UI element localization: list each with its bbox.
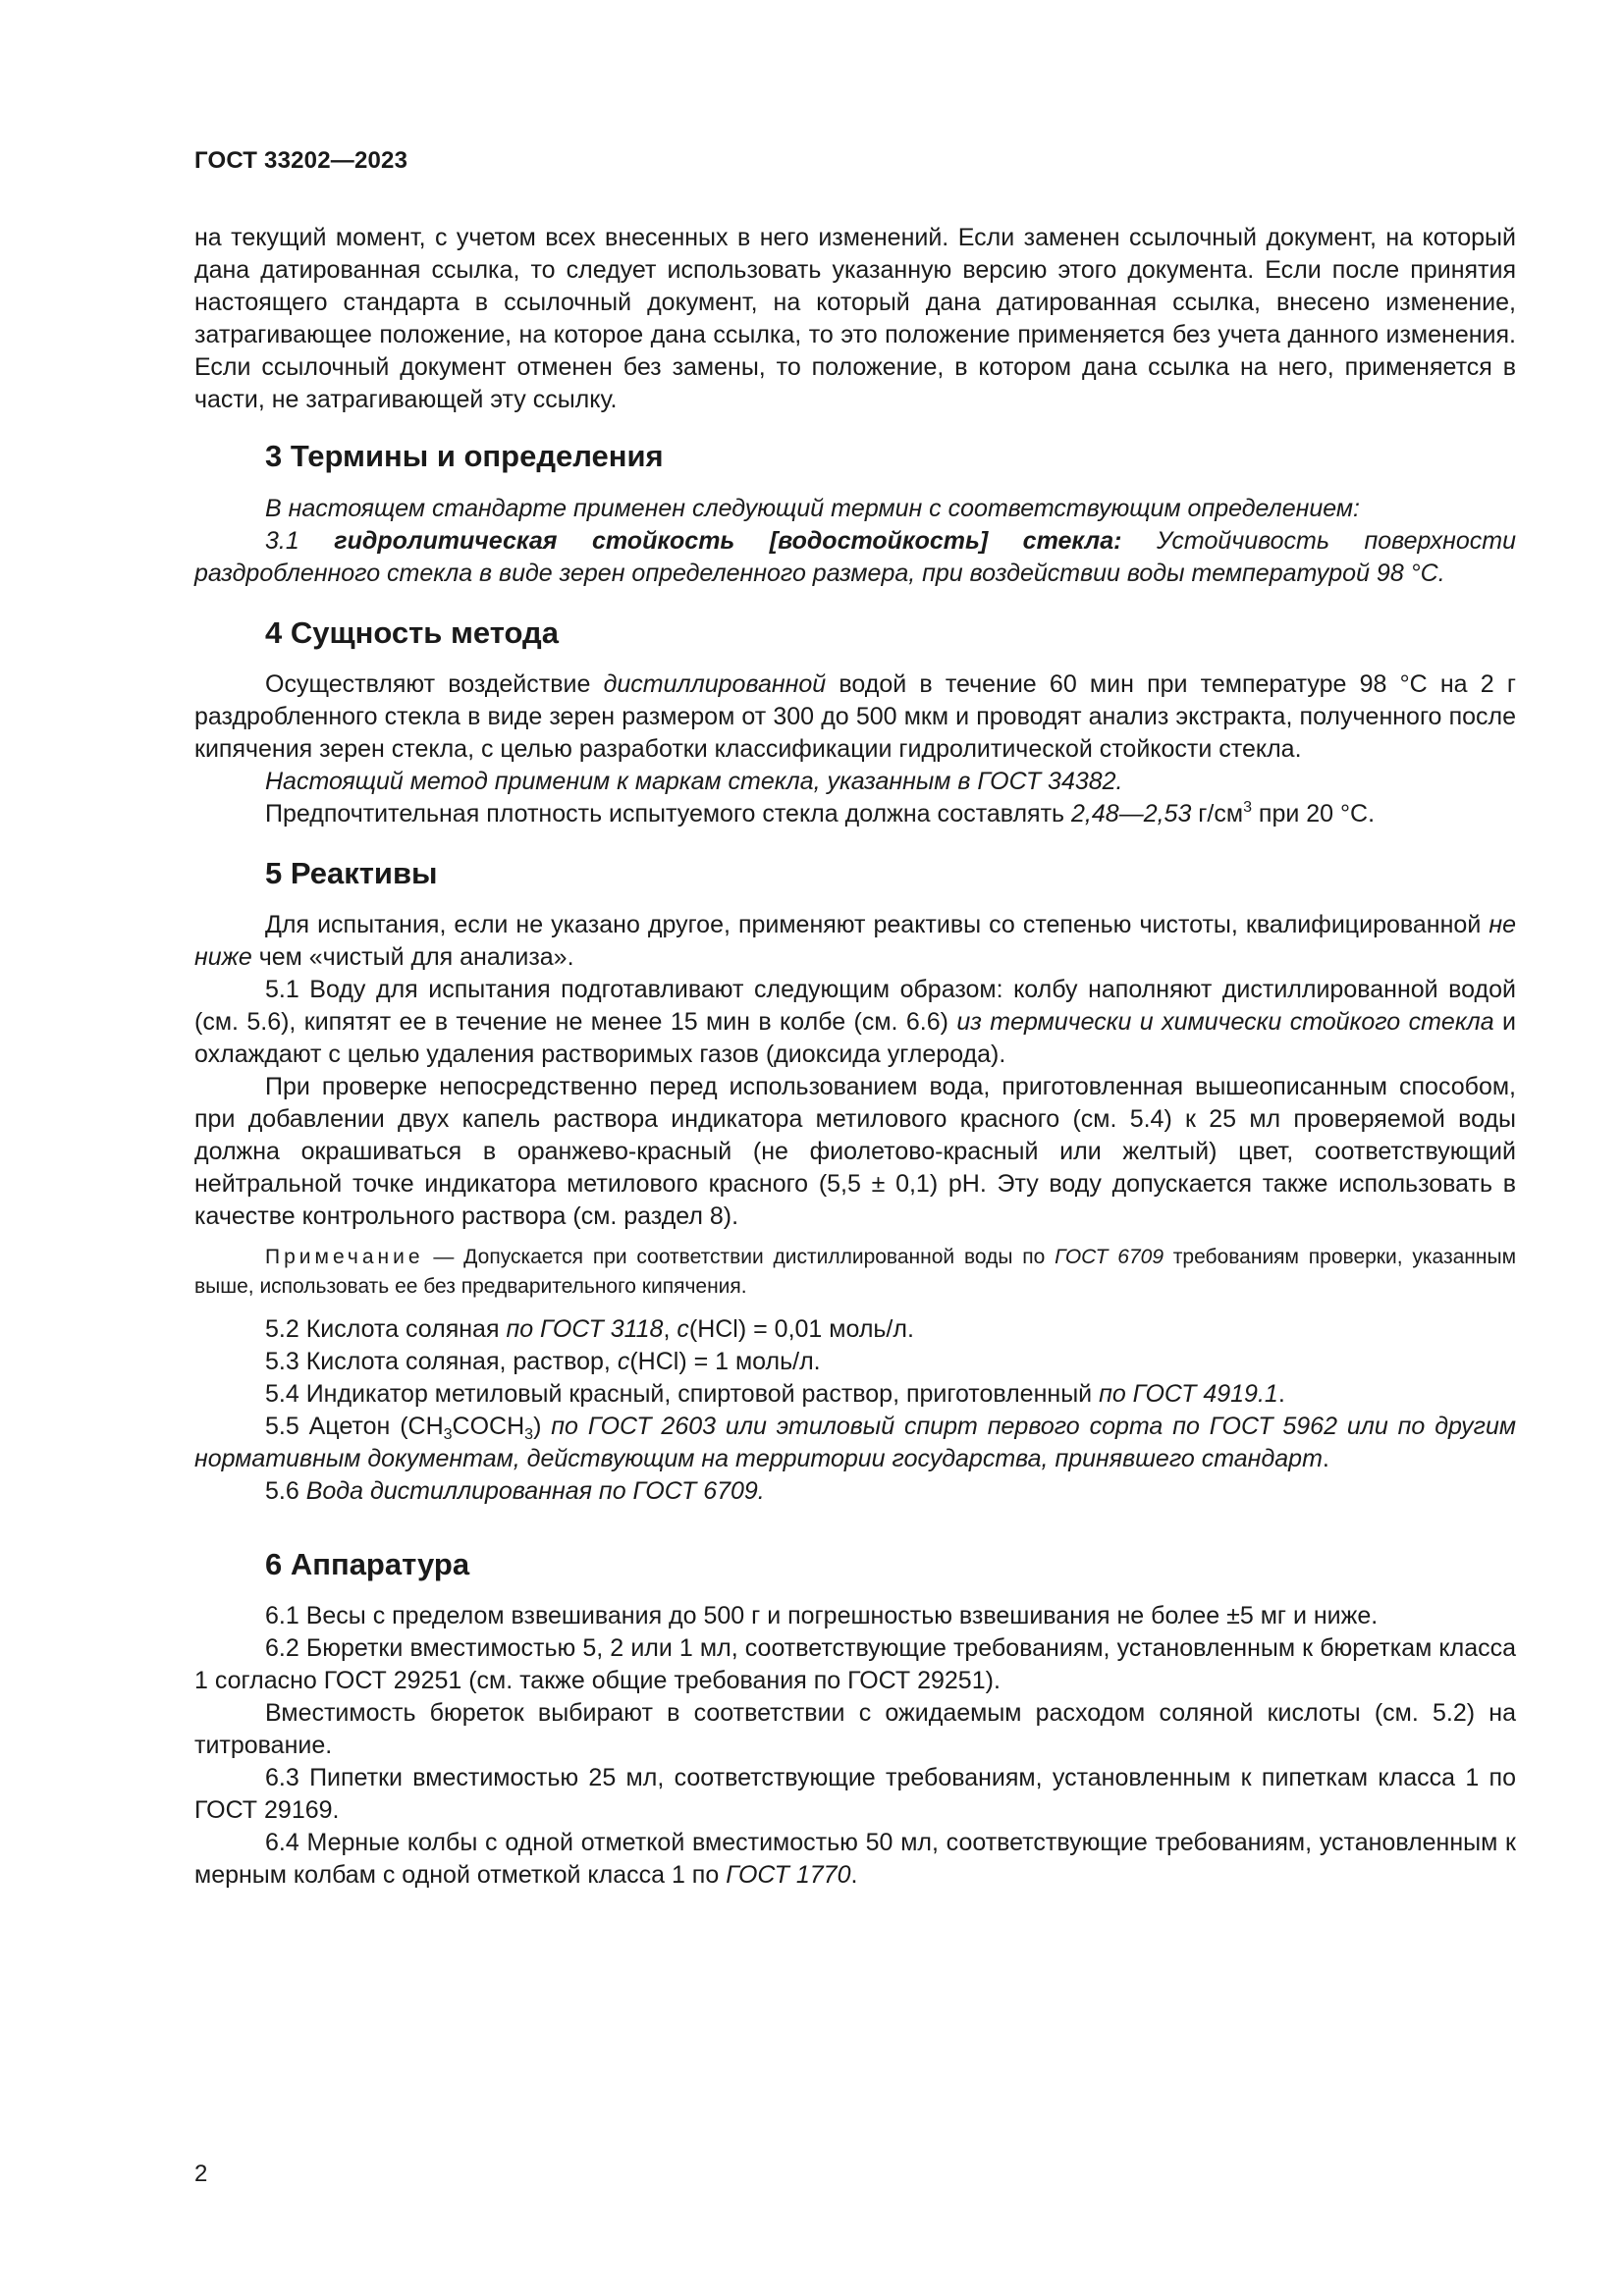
- text-span: 5.5 Ацетон (CH: [265, 1413, 444, 1440]
- emphasis-span: из термически и химически стойкого стекла: [956, 1008, 1494, 1036]
- emphasis-span: дистиллированной: [603, 670, 827, 698]
- text-span: .: [1322, 1445, 1329, 1472]
- text-span: ,: [663, 1315, 677, 1343]
- clause-6-3: 6.3 Пипетки вместимостью 25 мл, соответствующие требованиям, установленным к пипеткам класса 1 по ГОСТ 29169.: [194, 1764, 1516, 1824]
- section-4-para-3: [194, 798, 1516, 830]
- text-span: Предпочтительная плотность испытуемого стекла должна составлять: [265, 800, 1072, 828]
- clause-5-2: [194, 1313, 1516, 1346]
- text-span: — Допускается при соответствии дистиллированной воды по: [423, 1246, 1056, 1268]
- emphasis-span: ГОСТ 6709: [1055, 1246, 1164, 1268]
- text-span: .: [850, 1861, 858, 1889]
- text-span: требованиям проверки, указанным выше, использовать ее без предварительного кипячения.: [194, 1246, 1517, 1298]
- text-span: г/см: [1191, 800, 1244, 828]
- term-definition-text: Устойчивость поверхности раздробленного стекла в виде зерен определенного размера, при воздействии воды температурой 98 °С.: [194, 527, 1517, 587]
- emphasis-span: ГОСТ 1770: [726, 1861, 851, 1889]
- text-span: ): [533, 1413, 552, 1440]
- text-span: 5.3 Кислота соляная, раствор,: [265, 1348, 618, 1375]
- subscript: 3: [443, 1426, 453, 1443]
- document-body: [194, 222, 1516, 1892]
- emphasis-span: с: [677, 1315, 689, 1343]
- note-label: Примечание: [265, 1246, 424, 1268]
- clause-5-1-check: При проверке непосредственно перед использованием вода, приготовленная вышеописанным способом, при добавлении двух капель раствора индикатора метилового красного (см. 5.4) к 25 мл проверяемой воды должна окрашиваться в оранжево-красный (не фиолетово-красный или желтый) цвет, соответствующий нейтральной точке индикатора метилового красного (5,5 ± 0,1) рН. Эту воду допускается также использовать в качестве контрольного раствора (см. раздел 8).: [194, 1073, 1516, 1230]
- text-span: Осуществляют воздействие: [265, 670, 604, 698]
- clause-5-4: [194, 1378, 1516, 1411]
- section-5-heading: 5 Реактивы: [265, 856, 438, 890]
- emphasis-span: не ниже: [194, 911, 1516, 971]
- clause-6-4: [194, 1827, 1516, 1892]
- text-span: чем «чистый для анализа».: [251, 943, 574, 971]
- document-header: ГОСТ 33202—2023: [194, 147, 408, 174]
- emphasis-span: по ГОСТ 3118: [506, 1315, 664, 1343]
- clause-6-2-note: Вместимость бюреток выбирают в соответствии с ожидаемым расходом соляной кислоты (см. 5.2) на титрование.: [194, 1699, 1516, 1759]
- text-span: при 20 °С.: [1251, 800, 1376, 828]
- clause-5-5: [194, 1411, 1516, 1475]
- term-definition: [194, 525, 1516, 590]
- text-span: (HCl) = 0,01 моль/л.: [688, 1315, 914, 1343]
- text-span: Для испытания, если не указано другое, применяют реактивы со степенью чистоты, квалифицированной: [265, 911, 1489, 938]
- clause-5-3: [194, 1346, 1516, 1378]
- section-3-intro: [194, 493, 1516, 525]
- text-span: 5.6: [265, 1477, 306, 1505]
- section-4-heading: 4 Сущность метода: [265, 615, 559, 650]
- term-name: гидролитическая стойкость [водостойкость] стекла:: [334, 527, 1122, 555]
- clause-5-6: [194, 1475, 1516, 1508]
- clause-5-1: [194, 974, 1516, 1071]
- emphasis-span: с: [617, 1348, 630, 1375]
- emphasis-span: 2,48—2,53: [1071, 800, 1192, 828]
- text-span: (HCl) = 1 моль/л.: [629, 1348, 821, 1375]
- text-span: водой в течение 60 мин при температуре 98 °С на 2 г раздробленного стекла в виде зерен размером от 300 до 500 мкм и проводят анализ экстракта, полученного после кипячения зерен стекла, с целью разработки классификации гидролитической стойкости стекла.: [194, 670, 1516, 763]
- page-number: 2: [194, 2161, 208, 2187]
- clause-6-1: 6.1 Весы с пределом взвешивания до 500 г и погрешностью взвешивания не более ±5 мг и ниже.: [265, 1602, 1379, 1629]
- section-4-para-1: [194, 668, 1516, 766]
- text-span: 5.2 Кислота соляная: [265, 1315, 507, 1343]
- section-3-intro-text: В настоящем стандарте применен следующий термин с соответствующим определением:: [265, 495, 1360, 522]
- text-span: и охлаждают с целью удаления растворимых газов (диоксида углерода).: [194, 1008, 1516, 1068]
- text-span: 5.1 Воду для испытания подготавливают следующим образом: колбу наполняют дистиллированной водой (см. 5.6), кипятят ее в течение не менее 15 мин в колбе (см. 6.6): [194, 976, 1516, 1036]
- text-span: 5.4 Индикатор метиловый красный, спиртовой раствор, приготовленный: [265, 1380, 1100, 1408]
- text-span: 6.4 Мерные колбы с одной отметкой вместимостью 50 мл, соответствующие требованиям, установленным к мерным колбам с одной отметкой класса 1 по: [194, 1829, 1516, 1889]
- section-4-para-2: [194, 766, 1516, 798]
- emphasis-span: по ГОСТ 2603 или этиловый спирт первого сорта по ГОСТ 5962 или по другим нормативным документам, действующим на территории государства, принявшего стандарт: [194, 1413, 1516, 1472]
- subscript: 3: [524, 1426, 534, 1443]
- section-6-heading: 6 Аппаратура: [265, 1547, 470, 1581]
- text-span: COCH: [452, 1413, 525, 1440]
- section-5-intro: [194, 909, 1516, 974]
- section-3-heading: 3 Термины и определения: [265, 439, 664, 473]
- emphasis-span: по ГОСТ 4919.1: [1099, 1380, 1278, 1408]
- clause-6-2: 6.2 Бюретки вместимостью 5, 2 или 1 мл, соответствующие требованиям, установленным к бюреткам класса 1 согласно ГОСТ 29251 (см. также общие требования по ГОСТ 29251).: [194, 1634, 1516, 1694]
- emphasis-span: Настоящий метод применим к маркам стекла, указанным в ГОСТ 34382.: [265, 768, 1123, 795]
- intro-paragraph: на текущий момент, с учетом всех внесенных в него изменений. Если заменен ссылочный документ, на который дана датированная ссылка, то следует использовать указанную версию этого документа. Если после принятия настоящего стандарта в ссылочный документ, на который дана датированная ссылка, внесено изменение, затрагивающее положение, на которое дана ссылка, то это положение применяется без учета данного изменения. Если ссылочный документ отменен без замены, то положение, в котором дана ссылка на него, применяется в части, не затрагивающей эту ссылку.: [194, 224, 1516, 413]
- superscript: 3: [1243, 799, 1252, 816]
- note: [194, 1243, 1516, 1302]
- text-span: .: [1277, 1380, 1285, 1408]
- term-number: 3.1: [265, 527, 299, 555]
- emphasis-span: Вода дистиллированная по ГОСТ 6709.: [305, 1477, 765, 1505]
